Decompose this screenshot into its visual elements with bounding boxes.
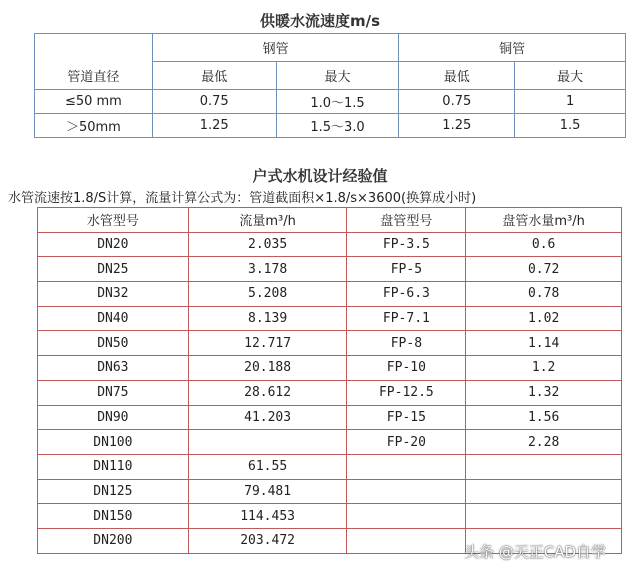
pipe-model-cell: DN110 [38,454,189,479]
copper-max-cell: 1 [515,90,626,114]
copper-min-cell: 0.75 [399,90,515,114]
copper-max-header: 最大 [515,62,626,90]
pipe-model-cell: DN63 [38,356,189,381]
coil-model-cell: FP-15 [347,405,466,430]
table-row [38,430,622,455]
flow-speed-table [34,33,626,138]
coil-flow-cell [466,479,622,504]
flow-cell: 79.481 [188,479,347,504]
table-row [38,454,622,479]
coil-model-cell [347,479,466,504]
flow-cell: 41.203 [188,405,347,430]
flow-cell: 5.208 [188,282,347,307]
flow-cell [188,430,347,455]
coil-flow-cell: 1.56 [466,405,622,430]
table-row [38,257,622,282]
flow-cell: 28.612 [188,380,347,405]
coil-flow-cell: 0.72 [466,257,622,282]
coil-model-cell: FP-3.5 [347,232,466,257]
coil-model-header: 盘管型号 [347,208,466,233]
table-row [38,331,622,356]
steel-min-header: 最低 [152,62,276,90]
pipe-model-cell: DN32 [38,282,189,307]
steel-max-cell: 1.5～3.0 [276,114,399,138]
table-row [38,405,622,430]
table-row [38,232,622,257]
pipe-model-cell: DN25 [38,257,189,282]
pipe-model-header: 水管型号 [38,208,189,233]
coil-flow-cell: 1.2 [466,356,622,381]
coil-flow-cell: 1.32 [466,380,622,405]
pipe-diameter-header: 管道直径 [35,34,153,90]
flow-cell: 8.139 [188,306,347,331]
copper-min-header: 最低 [399,62,515,90]
table-row [35,114,626,138]
coil-flow-cell [466,454,622,479]
pipe-model-cell: DN90 [38,405,189,430]
coil-model-cell: FP-6.3 [347,282,466,307]
coil-flow-cell [466,504,622,529]
diameter-cell: ＞50mm [35,114,153,138]
table-row [38,356,622,381]
steel-min-cell: 0.75 [152,90,276,114]
pipe-model-cell: DN50 [38,331,189,356]
design-values-title: 户式水机设计经验值 [252,167,388,185]
coil-flow-cell: 0.6 [466,232,622,257]
coil-model-cell: FP-7.1 [347,306,466,331]
table-row [38,380,622,405]
flow-cell: 61.55 [188,454,347,479]
table-row [38,306,622,331]
pipe-model-cell: DN20 [38,232,189,257]
coil-model-cell [347,504,466,529]
design-values-table [37,207,622,554]
table-row [35,90,626,114]
pipe-model-cell: DN100 [38,430,189,455]
coil-model-cell [347,454,466,479]
pipe-model-cell: DN40 [38,306,189,331]
coil-flow-cell: 0.78 [466,282,622,307]
flow-cell: 2.035 [188,232,347,257]
pipe-model-cell: DN200 [38,528,189,553]
coil-flow-cell: 2.28 [466,430,622,455]
copper-max-cell: 1.5 [515,114,626,138]
flow-cell: 114.453 [188,504,347,529]
table-row [38,479,622,504]
copper-min-cell: 1.25 [399,114,515,138]
coil-model-cell: FP-10 [347,356,466,381]
steel-max-cell: 1.0～1.5 [276,90,399,114]
diameter-cell: ≤50 mm [35,90,153,114]
pipe-model-cell: DN150 [38,504,189,529]
flow-cell: 3.178 [188,257,347,282]
copper-pipe-header: 铜管 [399,34,626,62]
steel-pipe-header: 钢管 [152,34,399,62]
coil-model-cell: FP-20 [347,430,466,455]
coil-model-cell: FP-5 [347,257,466,282]
flow-cell: 20.188 [188,356,347,381]
flow-cell: 203.472 [188,528,347,553]
pipe-model-cell: DN75 [38,380,189,405]
steel-min-cell: 1.25 [152,114,276,138]
flow-cell: 12.717 [188,331,347,356]
formula-note: 水管流速按1.8/S计算，流量计算公式为：管道截面积×1.8/s×3600(换算成小时) [8,191,477,206]
watermark-text: 头条 @天正CAD自学 [464,543,607,561]
coil-model-cell: FP-8 [347,331,466,356]
table-row [38,504,622,529]
flow-speed-title: 供暖水流速度m/s [259,12,381,30]
coil-model-cell [347,528,466,553]
coil-flow-header: 盘管水量m³/h [466,208,622,233]
coil-flow-cell: 1.02 [466,306,622,331]
coil-model-cell: FP-12.5 [347,380,466,405]
steel-max-header: 最大 [276,62,399,90]
pipe-model-cell: DN125 [38,479,189,504]
coil-flow-cell: 1.14 [466,331,622,356]
flow-header: 流量m³/h [188,208,347,233]
table-row [38,282,622,307]
